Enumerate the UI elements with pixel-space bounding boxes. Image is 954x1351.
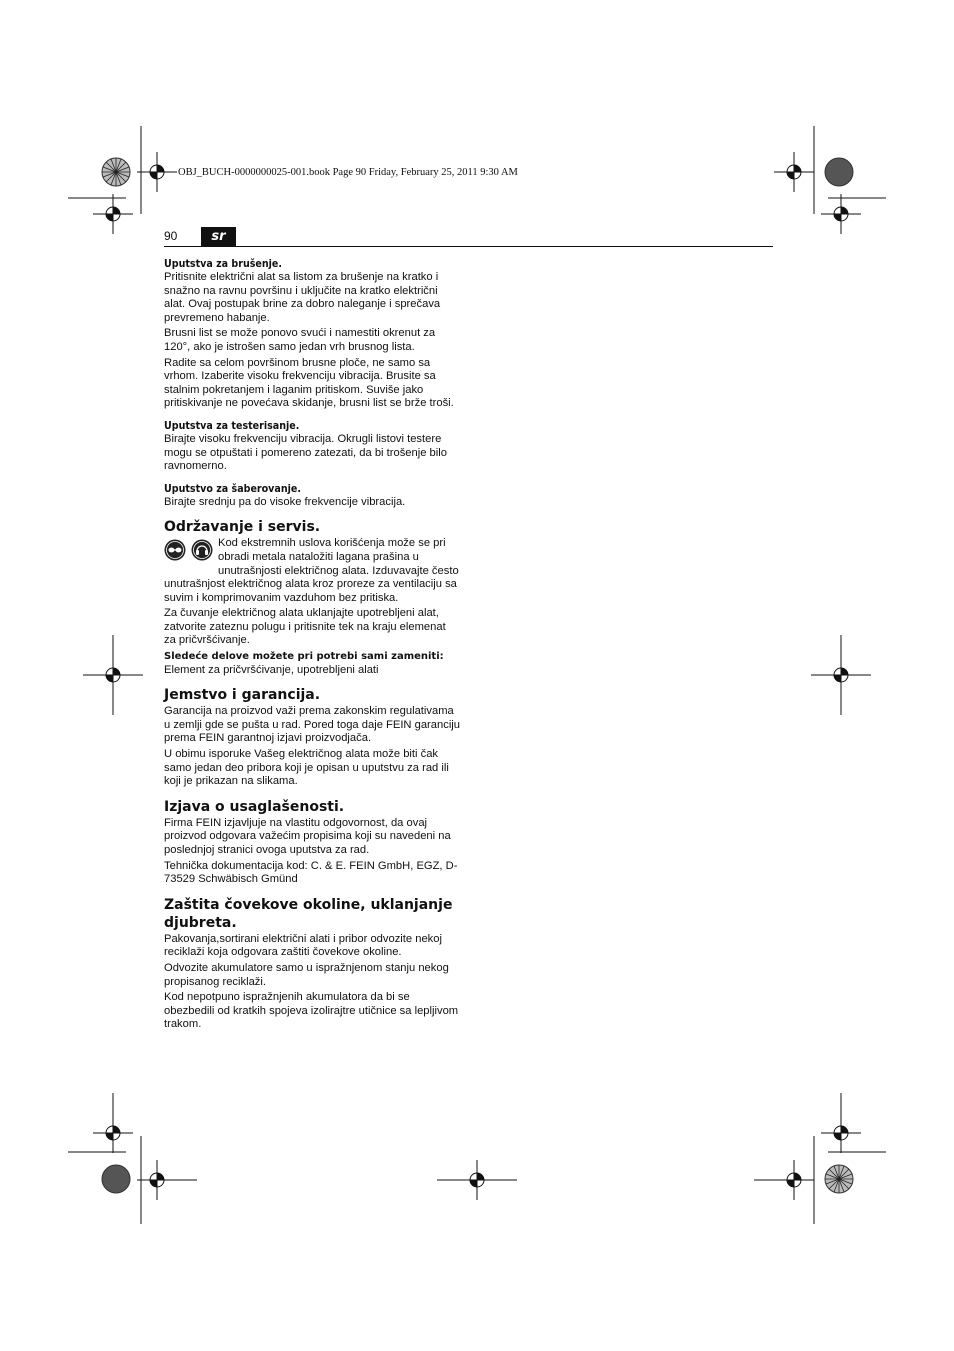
section-heading: Zaštita čovekove okoline, uklanjanje djubreta. (164, 896, 453, 931)
parts-heading: Sledeće delove možete pri potrebi sami zameniti: (164, 651, 444, 663)
paragraph: Kod ekstremnih uslova korišćenja može se pri obradi metala nataložiti lagana prašina u unutrašnjosti električnog alata. Izduvavajte često unutrašnjost električnog alata kroz proreze za ventilaciju sa suvim i komprimovanim vazduhom bez pritiska. (164, 537, 459, 604)
section-conformity (164, 798, 460, 887)
section-heading: Održavanje i servis. (164, 519, 321, 536)
paragraph: Birajte srednju pa do visoke frekvencije vibracija. (164, 495, 406, 508)
paragraph: Pritisnite električni alat sa listom za brušenje na kratko i snažno na ravnu površinu i uključite na kratko električni alat. Ovaj postupak brine za dobro naleganje i sprečava prevremeno habanje. (164, 271, 441, 324)
section-rasping (164, 419, 460, 474)
paragraph: Odvozite akumulatore samo u ispražnjenom stanju nekog propisanog reciklaži. (164, 961, 449, 988)
main-column (164, 257, 460, 1034)
registration-mark-icon (93, 655, 133, 695)
paragraph: Za čuvanje električnog alata uklanjajte upotrebljeni alat, zatvorite zateznu polugu i pritisnite tek na kraju elemenat za pričvršćivanje. (164, 607, 446, 647)
section-scraping (164, 482, 460, 510)
paragraph: Tehnička dokumentacija kod: C. & E. FEIN GmbH, EGZ, D-73529 Schwäbisch Gmünd (164, 859, 458, 886)
registration-mark-icon (93, 194, 133, 234)
registration-mark-icon (137, 152, 177, 192)
book-slug-line: OBJ_BUCH-0000000025-001.book Page 90 Friday, February 25, 2011 9:30 AM (178, 167, 518, 178)
header-rule (164, 246, 773, 247)
paragraph: Birajte visoku frekvenciju vibracija. Okrugli listovi testere mogu se otpuštati i pomereno zatezati, da bi trošenje bilo ravnomerno. (164, 432, 447, 473)
section-maintenance (164, 518, 460, 677)
paragraph: Element za pričvršćivanje, upotrebljeni alati (164, 663, 379, 676)
paragraph: Pakovanja,sortirani električni alati i pribor odvozite nekoj reciklaži koja odgovara zaštiti čovekove okoline. (164, 932, 442, 959)
section-heading: Uputstvo za šaberovanje. (164, 482, 301, 495)
page-number: 90 (164, 229, 178, 243)
section-heading: Uputstva za brušenje. (164, 258, 283, 270)
hearing-protection-icon (191, 539, 213, 561)
section-warranty (164, 686, 460, 789)
registration-mark-icon (137, 1160, 177, 1200)
paragraph: Firma FEIN izjavljuje na vlastitu odgovornost, da ovaj proizvod odgovara važećim propisima koji su navedeni na poslednjoj stranici ovoga uputstva za rad. (164, 816, 451, 856)
registration-mark-icon (821, 655, 861, 695)
star-target-icon (101, 157, 131, 187)
registration-mark-icon (774, 152, 814, 192)
registration-mark-icon (774, 1160, 814, 1200)
density-disc-icon (101, 1164, 131, 1194)
density-disc-icon (824, 157, 854, 187)
paragraph: Brusni list se može ponovo svući i namestiti okrenut za 120°, ako je istrošen samo jedan vrh brusnog lista. (164, 327, 436, 353)
registration-mark-icon (93, 1113, 133, 1153)
registration-mark-icon (457, 1160, 497, 1200)
paragraph: Kod nepotpuno ispražnjenih akumulatora da bi se obezbedili od kratkih spojeva izolirajtre utičnice sa lepljivom trakom. (164, 991, 459, 1031)
section-sanding (164, 257, 460, 411)
star-target-icon (824, 1164, 854, 1194)
paragraph: Garancija na proizvod važi prema zakonskim regulativama u zemlji gde se pušta u rad. Pored toga daje FEIN garanciju prema FEIN garantnoj izjavi proizvodjača. (164, 705, 461, 745)
section-heading: Uputstva za testerisanje. (164, 419, 300, 432)
registration-mark-icon (821, 1113, 861, 1153)
section-heading: Izjava o usaglašenosti. (164, 798, 345, 815)
safety-icons (164, 539, 218, 565)
paragraph: U obimu isporuke Vašeg električnog alata može biti čak samo jedan deo pribora koji je opisan u uputstvu za rad ili koji je prikazan na slikama. (164, 748, 449, 788)
section-environment (164, 896, 460, 1032)
safety-goggles-icon (164, 539, 186, 561)
language-tab: sr (201, 227, 236, 246)
registration-mark-icon (821, 194, 861, 234)
paragraph: Radite sa celom površinom brusne ploče, ne samo sa vrhom. Izaberite visoku frekvenciju vibracija. Brusite sa stalnim pokretanjem i laganim pritiskom. Suviše jako pritiskivanje ne povećava skidanje, brusni list se brže troši. (164, 356, 454, 410)
section-heading: Jemstvo i garancija. (164, 687, 321, 704)
